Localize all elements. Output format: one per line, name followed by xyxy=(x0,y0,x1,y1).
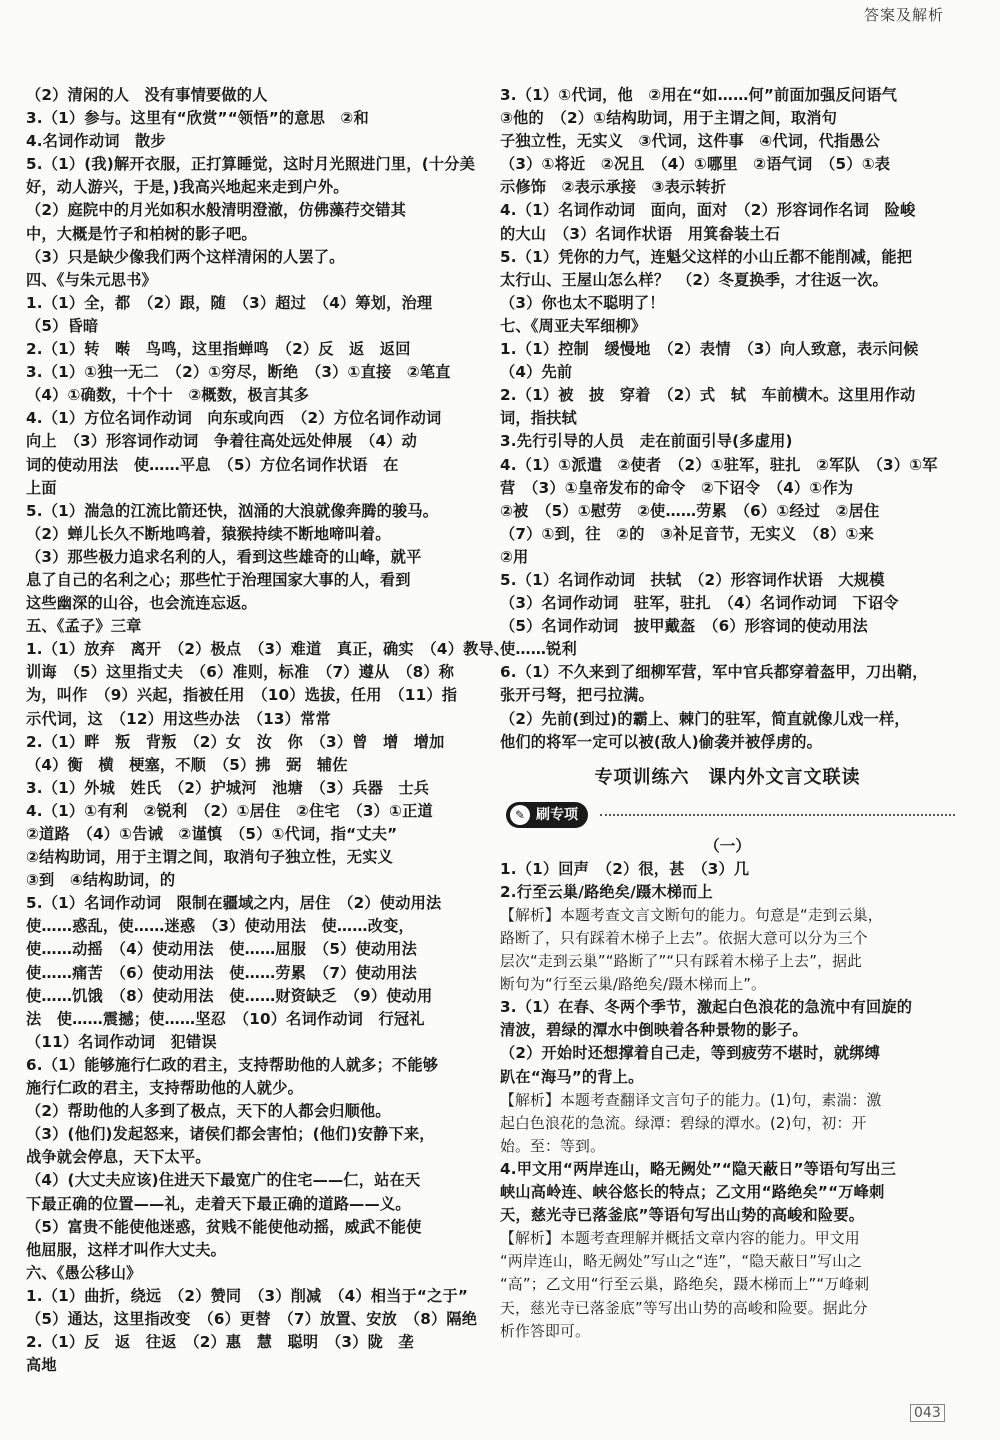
right-column xyxy=(500,84,955,1343)
answer-line: 上面 xyxy=(26,478,57,497)
answer-line: （3）只是缺少像我们两个这样清闲的人罢了。 xyxy=(26,247,345,266)
answer-line: ③到 ④结构助词，的 xyxy=(26,871,176,890)
answer-line: 2.行至云巢/路绝矣/蹑木梯而上 xyxy=(500,882,713,901)
answer-line: 示代词，这 （12）用这些办法 （13）常常 xyxy=(26,709,331,728)
answer-line: 使……锐利 xyxy=(500,640,577,659)
answer-line: （5）名词作动词 披甲戴盔 （6）形容词的使动用法 xyxy=(500,617,868,636)
answer-line: 4.（1）①派遣 ②使者 （2）①驻军，驻扎 ②军队 （3）①军 xyxy=(500,455,938,474)
answer-line: （5）富贵不能使他迷惑，贫贱不能使他动摇，威武不能使 xyxy=(26,1217,422,1236)
answer-line: ②用 xyxy=(500,547,529,566)
answer-line: 这些幽深的山谷，也会流连忘返。 xyxy=(26,594,257,613)
answer-line: 析作答即可。 xyxy=(500,1322,590,1340)
answer-line: 子独立性，无实义 ③代词，这件事 ④代词，代指愚公 xyxy=(500,132,881,151)
answer-line: ③他的 （2）①结构助词，用于主谓之间，取消句 xyxy=(500,109,838,128)
answer-line: ②道路 （4）①告诫 ②谨慎 （5）①代词，指“丈夫” xyxy=(26,825,398,843)
answer-line: 词的使动用法 使……平息 （5）方位名词作状语 在 xyxy=(26,455,399,474)
answer-line: 使……痛苦 （6）使动用法 使……劳累 （7）使动用法 xyxy=(26,963,418,982)
answer-line: 天，慈光寺已落釜底”等语句写出山势的高峻和险要。 xyxy=(500,1206,865,1225)
answer-line: 3.先行引导的人员 走在前面引导(多虚用) xyxy=(500,432,793,451)
answer-line: 示修饰 ②表示承接 ③表示转折 xyxy=(500,178,727,197)
answer-line: （5）昏暗 xyxy=(26,316,99,335)
answer-line: （3）你也太不聪明了！ xyxy=(500,293,665,312)
answer-line: 峡山高岭连、峡谷悠长的特点；乙文用“路绝矣”“万峰刺 xyxy=(500,1183,885,1202)
answer-line: （2）开始时还想撑着自己走，等到疲劳不堪时，就绑缚 xyxy=(500,1044,881,1063)
answer-line: 层次“走到云巢”“路断了”“只有踩着木梯子上去”，据此 xyxy=(500,953,863,971)
answer-line: 趴在“海马”的背上。 xyxy=(500,1067,644,1086)
answer-line: 清波，碧绿的潭水中倒映着各种景物的影子。 xyxy=(500,1021,808,1040)
answer-line: 1.（1）控制 缓慢地 （2）表情 （3）向人致意，表示问候 xyxy=(500,340,919,359)
answer-line: 5.（1）名词作动词 扶轼 （2）形容词作状语 大规模 xyxy=(500,570,885,589)
answer-line: （2）清闲的人 没有事情要做的人 xyxy=(26,86,268,104)
answer-line: 路断了，只有踩着木梯子上去”。依据大意可以分为三个 xyxy=(500,930,868,947)
section-title: 专项训练六 课内外文言文联读 xyxy=(594,766,861,788)
answer-line: 1.（1）全，都 （2）跟，随 （3）超过 （4）筹划，治理 xyxy=(26,293,433,312)
answer-line: 3.（1）参与。这里有“欣赏”“领悟”的意思 ②和 xyxy=(26,109,369,128)
answer-line: 训诲 （5）这里指丈夫 （6）准则，标准 （7）遵从 （8）称 xyxy=(26,663,455,682)
answer-line: 2.（1）转 啭 鸟鸣，这里指蝉鸣 （2）反 返 返回 xyxy=(26,340,411,359)
answer-line: 中，大概是竹子和柏树的影子吧。 xyxy=(26,224,257,243)
answer-line: 3.（1）在春、冬两个季节，激起白色浪花的急流中有回旋的 xyxy=(500,998,913,1017)
answer-line: 3.（1）①代词，他 ②用在“如……何”前面加强反问语气 xyxy=(500,86,898,104)
answer-line: （2）先前(到过)的霸上、棘门的驻军，简直就像儿戏一样， xyxy=(500,709,910,728)
answer-line: 下最正确的位置——礼，走着天下最正确的道路——义。 xyxy=(26,1194,411,1213)
answer-line: 施行仁政的君主，支持帮助他的人就少。 xyxy=(26,1079,303,1098)
answer-line: 4.名词作动词 散步 xyxy=(26,132,166,151)
answer-line: 四、《与朱元思书》 xyxy=(26,270,157,289)
answer-line: 4.（1）名词作动词 面向，面对 （2）形容词作名词 险峻 xyxy=(500,201,916,220)
answer-line: 好，动人游兴，于是，)我高兴地起来走到户外。 xyxy=(26,178,349,197)
right-top-answers xyxy=(500,84,955,754)
answer-line: 使……饥饿 （8）使动用法 使……财资缺乏 （9）使动用 xyxy=(26,986,433,1005)
answer-line: （7）①到，往 ②的 ③补足音节，无实义 （8）①来 xyxy=(500,524,874,543)
answer-line: 5.（1）(我)解开衣服，正打算睡觉，这时月光照进门里，(十分美 xyxy=(26,155,476,174)
answer-line: 2.（1）畔 叛 背叛 （2）女 汝 你 （3）曾 增 增加 xyxy=(26,732,445,751)
answer-line: 使……动摇 （4）使动用法 使……屈服 （5）使动用法 xyxy=(26,940,418,959)
answer-line: 天，慈光寺已落釜底”等写出山势的高峻和险要。据此分 xyxy=(500,1299,868,1317)
answer-line: （2）帮助他的人多到了极点，天下的人都会归顺他。 xyxy=(26,1102,391,1121)
answer-line: （2）蝉儿长久不断地鸣着，猿猴持续不断地啼叫着。 xyxy=(26,524,391,543)
answer-line: 5.（1）湍急的江流比箭还快，汹涌的大浪就像奔腾的骏马。 xyxy=(26,501,439,520)
answer-line: （3）名词作动词 驻军，驻扎 （4）名词作动词 下诏令 xyxy=(500,594,899,613)
answer-line: （4）先前 xyxy=(500,363,573,382)
answer-line: （11）名词作动词 犯错误 xyxy=(26,1032,217,1051)
answer-line: （3）那些极力追求名利的人，看到这些雄奇的山峰，就平 xyxy=(26,547,422,566)
answer-line: 1.（1）放弃 离开 （2）极点 （3）难道 真正，确实 （4）教导、 xyxy=(26,640,510,659)
answer-line: 张开弓弩，把弓拉满。 xyxy=(500,686,654,705)
answer-line: 高地 xyxy=(26,1356,57,1375)
pencil-icon: ✎ xyxy=(510,805,530,825)
practice-badge xyxy=(506,802,588,828)
answer-line: 【解析】本题考查理解并概括文章内容的能力。甲文用 xyxy=(500,1230,860,1248)
page-header-title: 答案及解析 xyxy=(863,6,944,24)
answer-line: （4）①确数，十个十 ②概数，极言其多 xyxy=(26,386,310,405)
subsection-heading: （一） xyxy=(704,836,751,855)
answer-line: 他们的将军一定可以被(敌人)偷袭并被俘虏的。 xyxy=(500,732,823,751)
answer-line: 息了自己的名利之心；那些忙于治理国家大事的人，看到 xyxy=(26,570,411,589)
answer-line: “两岸连山，略无阙处”写山之“连”，“隐天蔽日”写山之 xyxy=(500,1253,863,1271)
answer-line: 1.（1）回声 （2）很，甚 （3）几 xyxy=(500,859,750,878)
answer-line: （2）庭院中的月光如积水般清明澄澈，仿佛藻荇交错其 xyxy=(26,201,407,220)
answer-line: 5.（1）凭你的力气，连魁父这样的小山丘都不能削减，能把 xyxy=(500,247,913,266)
answer-line: 断句为“行至云巢/路绝矣/蹑木梯而上”。 xyxy=(500,976,767,994)
answer-line: “高”；乙文用“行至云巢，路绝矣，蹑木梯而上”“万峰刺 xyxy=(500,1276,870,1294)
answer-line: 【解析】本题考查翻译文言句子的能力。(1)句，素湍：激 xyxy=(500,1091,882,1109)
answer-line: 3.（1）①独一无二 （2）①穷尽，断绝 （3）①直接 ②笔直 xyxy=(26,363,451,382)
answer-line: 3.（1）外城 姓氏 （2）护城河 池塘 （3）兵器 士兵 xyxy=(26,778,430,797)
page-number: 043 xyxy=(910,1404,945,1422)
answer-line: 太行山、王屋山怎么样？ （2）冬夏换季，才往返一次。 xyxy=(500,270,888,289)
answer-line: 七、《周亚夫军细柳》 xyxy=(500,316,647,335)
answer-line: 2.（1）被 披 穿着 （2）式 轼 车前横木。这里用作动 xyxy=(500,386,916,405)
answer-line: 1.（1）曲折，绕远 （2）赞同 （3）削减 （4）相当于“之于” xyxy=(26,1286,469,1305)
answer-line: 6.（1）能够施行仁政的君主，支持帮助他的人就多；不能够 xyxy=(26,1055,439,1074)
answer-line: 4.甲文用“两岸连山，略无阙处”“隐天蔽日”等语句写出三 xyxy=(500,1159,896,1178)
answer-line: ②被 （5）①慰劳 ②使……劳累 （6）①经过 ②居住 xyxy=(500,501,880,520)
answer-line: 六、《愚公移山》 xyxy=(26,1263,142,1282)
answer-line: 法 使……震撼；使……坚忍 （10）名词作动词 行冠礼 xyxy=(26,1009,425,1028)
answer-line: ②结构助词，用于主谓之间，取消句子独立性，无实义 xyxy=(26,848,393,867)
answer-line: 4.（1）①有利 ②锐利 （2）①居住 ②住宅 （3）①正道 xyxy=(26,801,433,820)
answer-line: 2.（1）反 返 往返 （2）惠 慧 聪明 （3）陇 垄 xyxy=(26,1333,414,1352)
answer-line: （4）衡 横 梗塞，不顺 （5）拂 弼 辅佐 xyxy=(26,755,348,774)
answer-line: （3）①将近 ②况且 （4）①哪里 ②语气词 （5）①表 xyxy=(500,155,891,174)
answer-line: 的大山 （3）名词作状语 用箕畚装土石 xyxy=(500,224,781,243)
answer-line: 向上 （3）形容词作动词 争着往高处远处伸展 （4）动 xyxy=(26,432,418,451)
badge-label: 刷专项 xyxy=(536,806,578,823)
answer-line: 他屈服，这样才叫作大丈夫。 xyxy=(26,1240,227,1259)
answer-line: 4.（1）方位名词作动词 向东或向西 （2）方位名词作动词 xyxy=(26,409,442,428)
answer-line: 5.（1）名词作动词 限制在疆域之内，居住 （2）使动用法 xyxy=(26,894,442,913)
answer-line: 五、《孟子》三章 xyxy=(26,617,142,636)
dotted-divider xyxy=(600,814,955,816)
answer-line: 【解析】本题考查文言文断句的能力。句意是“走到云巢， xyxy=(500,906,883,924)
answer-line: 营 （3）①皇帝发布的命令 ②下诏令 （4）①作为 xyxy=(500,478,854,497)
answer-line: 词，指扶轼 xyxy=(500,409,577,428)
answer-line: 始。至：等到。 xyxy=(500,1137,605,1155)
right-bottom-answers xyxy=(500,858,955,1343)
left-column xyxy=(26,84,510,1377)
answer-line: 6.（1）不久来到了细柳军营，军中官兵都穿着盔甲，刀出鞘， xyxy=(500,663,928,682)
answer-line: 起白色浪花的急流。绿潭：碧绿的潭水。(2)句，初：开 xyxy=(500,1114,867,1132)
answer-line: 为，叫作 （9）兴起，指被任用 （10）选拔，任用 （11）指 xyxy=(26,686,458,705)
answer-line: （4）(大丈夫应该)住进天下最宽广的住宅——仁，站在天 xyxy=(26,1171,421,1190)
answer-line: （3）(他们)发起怒来，诸侯们都会害怕；(他们)安静下来， xyxy=(26,1125,435,1144)
answer-line: （5）通达，这里指改变 （6）更替 （7）放置、安放 （8）隔绝 xyxy=(26,1309,478,1328)
badge-row xyxy=(500,798,955,834)
answer-line: 使……惑乱，使……迷惑 （3）使动用法 使……改变， xyxy=(26,917,414,936)
answer-line: 战争就会停息，天下太平。 xyxy=(26,1148,211,1167)
